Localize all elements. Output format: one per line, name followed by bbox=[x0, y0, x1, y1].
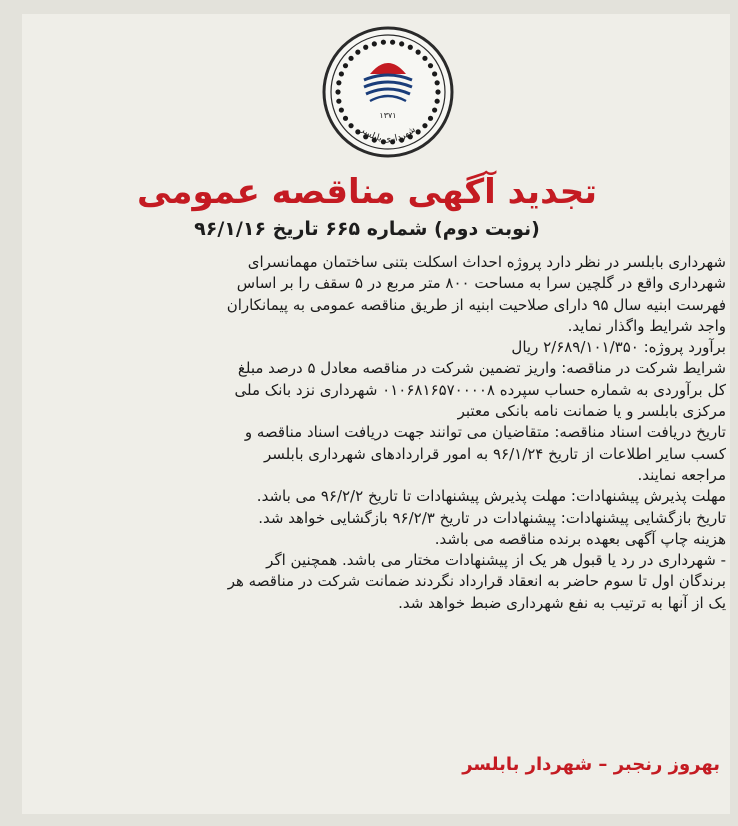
body-line: کسب سایر اطلاعات از تاریخ ۹۶/۱/۲۴ به امور قراردادهای شهرداری بابلسر bbox=[263, 444, 726, 463]
body-line: مراجعه نمایند. bbox=[637, 465, 726, 484]
body-line: تاریخ دریافت اسناد مناقصه: متقاضیان می توانند جهت دریافت اسناد مناقصه و bbox=[244, 423, 726, 442]
body-line: مرکزی بابلسر و یا ضمانت نامه بانکی معتبر bbox=[457, 402, 726, 421]
logo-dot bbox=[343, 116, 348, 121]
logo-year: ۱۳۷۱ bbox=[379, 111, 397, 120]
body-line: شهرداری واقع در گلچین سرا به مساحت ۸۰۰ متر مربع در ۵ سقف را بر اساس bbox=[236, 274, 726, 293]
body-line: شرایط شرکت در مناقصه: واریز تضمین شرکت در مناقصه معادل ۵ درصد مبلغ bbox=[237, 359, 726, 378]
tender-advertisement bbox=[22, 14, 730, 814]
mayor-signature: بهروز رنجبر – شهردار بابلسر bbox=[462, 754, 720, 775]
submission-deadline: مهلت پذیرش پیشنهادات: مهلت پذیرش پیشنهادات تا تاریخ ۹۶/۲/۲ می باشد. bbox=[256, 487, 726, 506]
logo-dot bbox=[428, 63, 433, 68]
body-line: واجد شرایط واگذار نماید. bbox=[567, 316, 726, 335]
logo-dot bbox=[339, 107, 344, 112]
municipality-logo bbox=[318, 14, 458, 172]
ad-subtitle: (نوبت دوم) شماره ۶۶۵ تاریخ ۹۶/۱/۱۶ bbox=[194, 218, 540, 240]
logo-dot bbox=[428, 116, 433, 121]
logo-dot bbox=[348, 123, 353, 128]
body-line: - شهرداری در رد یا قبول هر یک از پیشنهادات مختار می باشد. همچنین اگر bbox=[266, 551, 726, 570]
logo-dot bbox=[408, 45, 413, 50]
logo-dot bbox=[348, 56, 353, 61]
opening-date: تاریخ بازگشایی پیشنهادات: پیشنهادات در تاریخ ۹۶/۲/۳ بازگشایی خواهد شد. bbox=[258, 508, 726, 527]
logo-dot bbox=[381, 40, 386, 45]
logo-dot bbox=[372, 41, 377, 46]
logo-dot bbox=[355, 50, 360, 55]
logo-dot bbox=[339, 71, 344, 76]
ad-body bbox=[26, 252, 726, 614]
logo-dot bbox=[435, 89, 440, 94]
logo-dot bbox=[435, 99, 440, 104]
logo-dot bbox=[432, 107, 437, 112]
logo-dot bbox=[363, 45, 368, 50]
body-line: شهرداری بابلسر در نظر دارد پروژه احداث اسکلت بتنی ساختمان مهمانسرای bbox=[247, 253, 726, 271]
body-line: برندگان اول تا سوم حاضر به انعقاد قرارداد نگردند ضمانت شرکت در مناقصه هر bbox=[227, 572, 726, 591]
body-line: یک از آنها به ترتیب به نفع شهرداری ضبط خواهد شد. bbox=[398, 593, 726, 612]
logo-dot bbox=[336, 99, 341, 104]
logo-dot bbox=[335, 89, 340, 94]
body-line: فهرست ابنیه سال ۹۵ دارای صلاحیت ابنیه از طریق مناقصه عمومی به پیمانکاران bbox=[226, 295, 726, 314]
logo-dot bbox=[422, 123, 427, 128]
logo-dot bbox=[390, 40, 395, 45]
logo-caption: شهرداری بابلسر bbox=[358, 124, 418, 145]
body-line: هزینه چاپ آگهی بعهده برنده مناقصه می باشد. bbox=[434, 529, 726, 548]
logo-dot bbox=[422, 56, 427, 61]
logo-dot bbox=[435, 80, 440, 85]
logo-dot bbox=[416, 50, 421, 55]
logo-dot bbox=[343, 63, 348, 68]
ad-title: تجدید آگهی مناقصه عمومی bbox=[137, 172, 597, 212]
logo-dot bbox=[399, 41, 404, 46]
logo-dot bbox=[432, 71, 437, 76]
logo-dot bbox=[336, 80, 341, 85]
body-line: کل برآوردی به شماره حساب سپرده ۰۱۰۶۸۱۶۵۷۰۰۰۰۸ شهرداری نزد بانک ملی bbox=[234, 380, 726, 399]
project-estimate: برآورد پروژه: ۲/۶۸۹/۱۰۱/۳۵۰ ریال bbox=[511, 338, 726, 357]
